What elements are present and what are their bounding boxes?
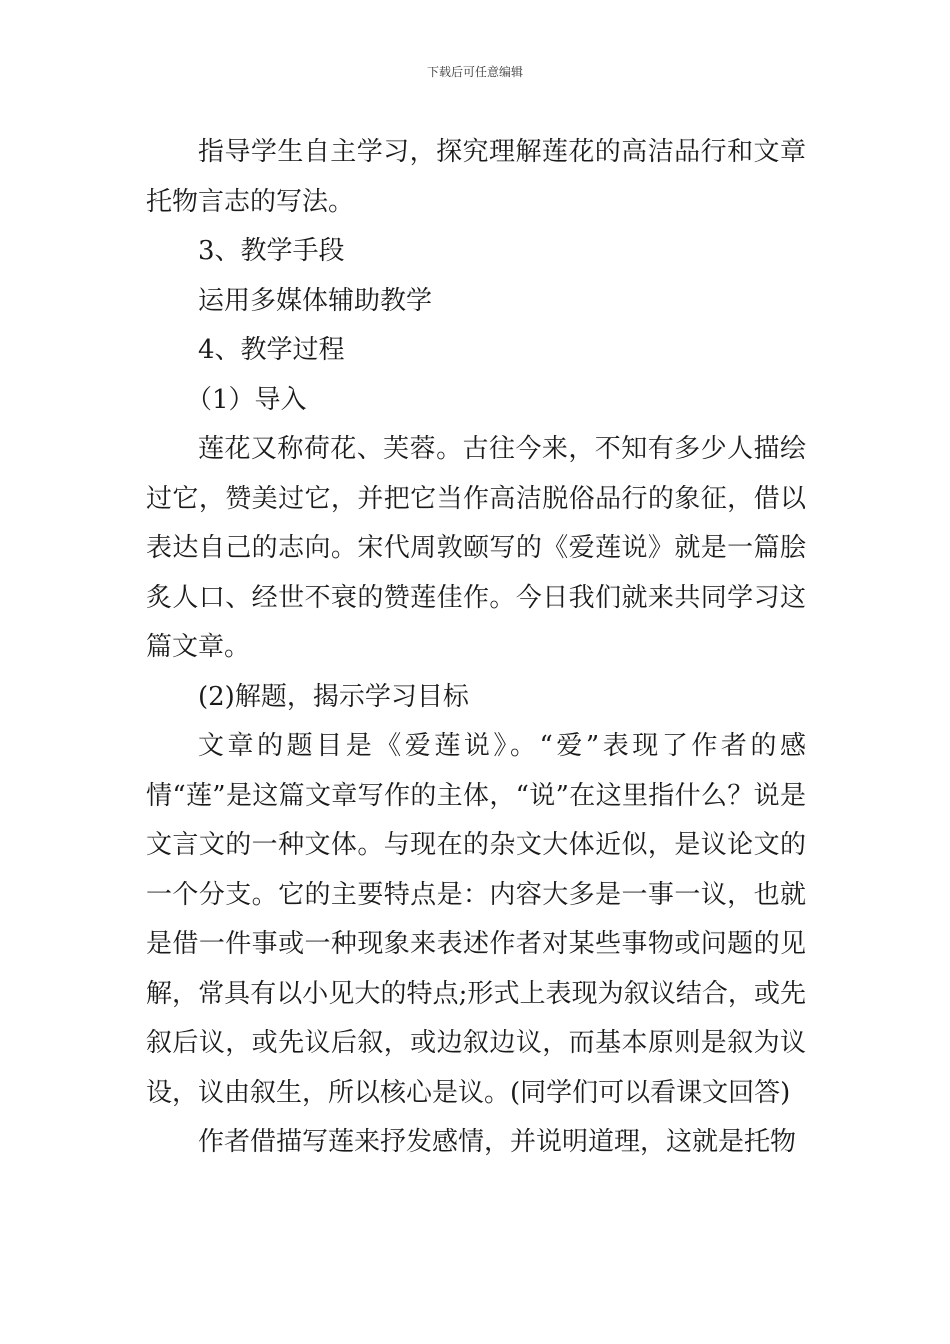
- heading-title-explanation: (2)解题，揭示学习目标: [198, 681, 469, 712]
- paragraph-author-method: 作者借描写莲来抒发感情，并说明道理，这就是托物: [198, 1127, 797, 1157]
- heading-teaching-means: 3、教学手段: [198, 236, 345, 266]
- document-body: [146, 128, 806, 1168]
- paragraph-introduction: 莲花又称荷花、芙蓉。古往今来，不知有多少人描绘过它，赞美过它，并把它当作高洁脱俗品行的象征，借以表达自己的志向。宋代周敦颐写的《爱莲说》就是一篇脍炙人口、经世不衰的赞莲佳作。今日我们就来共同学习这篇文章。: [146, 434, 806, 662]
- paragraph-objective: 指导学生自主学习，探究理解莲花的高洁品行和文章托物言志的写法。: [146, 137, 806, 217]
- paragraph-teaching-means: 运用多媒体辅助教学: [198, 285, 433, 316]
- heading-introduction: （1）导入: [186, 384, 307, 415]
- page-header: 下载后可任意编辑: [426, 65, 523, 79]
- heading-teaching-process: 4、教学过程: [198, 335, 345, 365]
- paragraph-title-explanation: 文章的题目是《爱莲说》。“爱”表现了作者的感情“莲”是这篇文章写作的主体，“说”在这里指什么？说是文言文的一种文体。与现在的杂文大体近似，是议论文的一个分支。它的主要特点是：内容大多是一事一议，也就是借一件事或一种现象来表述作者对某些事物或问题的见解，常具有以小见大的特点;形式上表现为叙议结合，或先叙后议，或先议后叙，或边叙边议，而基本原则是叙为议设，议由叙生，所以核心是议。(同学们可以看课文回答): [146, 731, 806, 1108]
